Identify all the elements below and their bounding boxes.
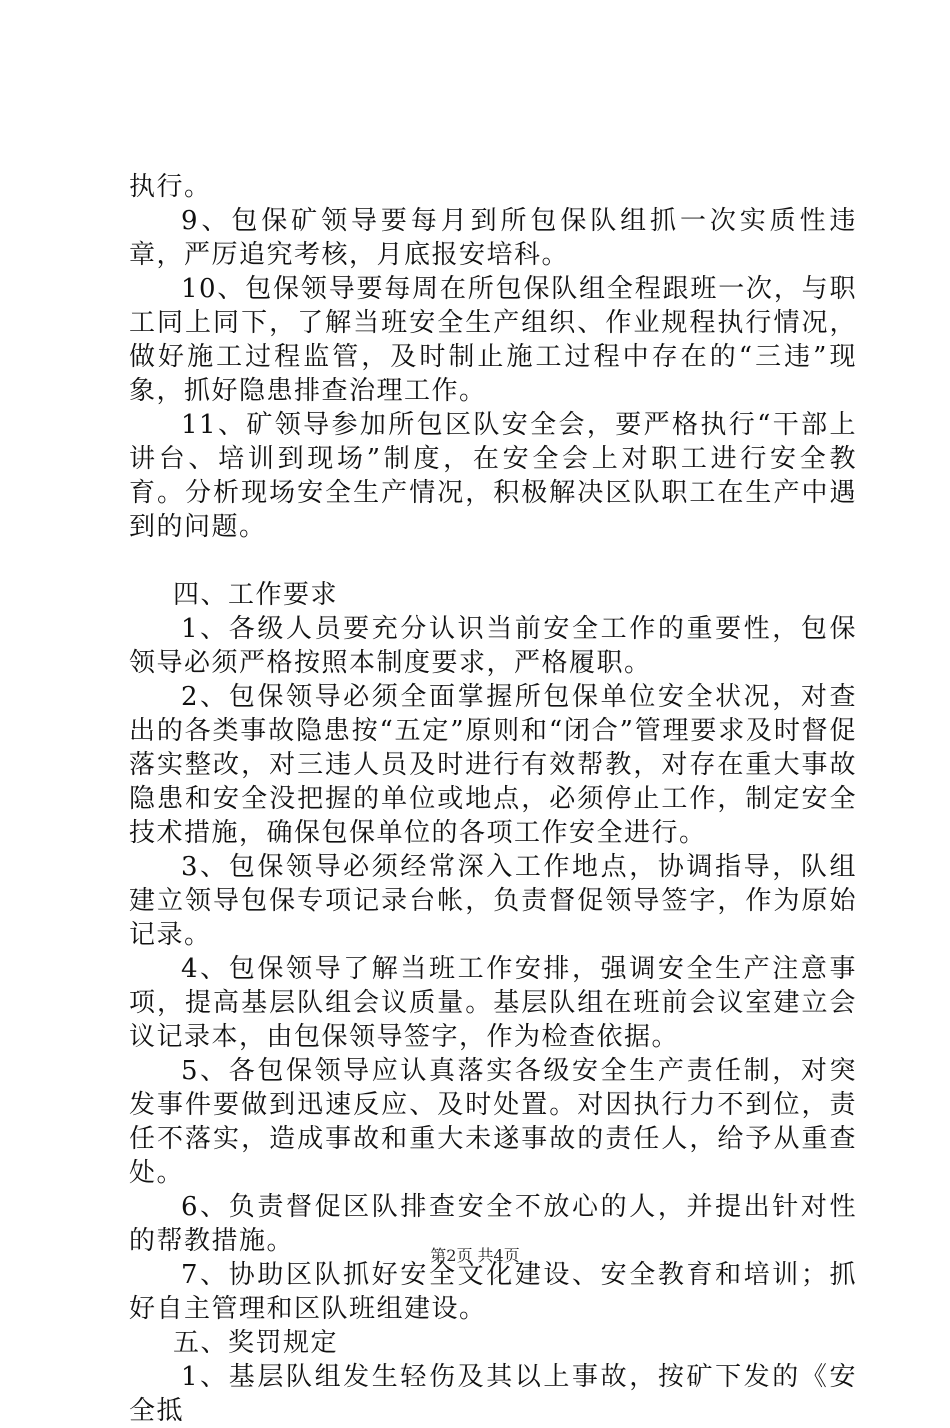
requirement-item-6: 6、负责督促区队排查安全不放心的人，并提出针对性的帮教措施。: [129, 1192, 857, 1256]
requirement-item-5: 5、各包保领导应认真落实各级安全生产责任制，对突发事件要做到迅速反应、及时处置。对因执行力不到位，责任不落实，造成事故和重大未遂事故的责任人，给予从重查处。: [129, 1056, 857, 1188]
paragraph-item-9: 9、包保矿领导要每月到所包保队组抓一次实质性违章，严厉追究考核，月底报安培科。: [129, 206, 857, 270]
requirement-item-2: 2、包保领导必须全面掌握所包保单位安全状况，对查出的各类事故隐患按“五定”原则和“闭合”管理要求及时督促落实整改，对三违人员及时进行有效帮教，对存在重大事故隐患和安全没把握的单位或地点，必须停止工作，制定安全技术措施，确保包保单位的各项工作安全进行。: [129, 682, 857, 848]
rewards-item-1: 1、基层队组发生轻伤及其以上事故，按矿下发的《安全抵: [129, 1362, 857, 1426]
section-heading-work-requirements: 四、工作要求: [173, 580, 339, 610]
requirement-item-3: 3、包保领导必须经常深入工作地点，协调指导，队组建立领导包保专项记录台帐，负责督促领导签字，作为原始记录。: [129, 852, 857, 950]
section-heading-rewards-penalties: 五、奖罚规定: [173, 1328, 339, 1358]
paragraph-continuation: 执行。: [129, 172, 212, 202]
requirement-item-1: 1、各级人员要充分认识当前安全工作的重要性，包保领导必须严格按照本制度要求，严格履职。: [129, 614, 857, 678]
requirement-item-7: 7、协助区队抓好安全文化建设、安全教育和培训；抓好自主管理和区队班组建设。: [129, 1260, 857, 1324]
page-number-footer: 第2页 共4页: [430, 1246, 520, 1265]
document-body: [129, 170, 857, 1428]
paragraph-item-10: 10、包保领导要每周在所包保队组全程跟班一次，与职工同上同下，了解当班安全生产组织、作业规程执行情况，做好施工过程监管，及时制止施工过程中存在的“三违”现象，抓好隐患排查治理工作。: [129, 274, 857, 406]
requirement-item-4: 4、包保领导了解当班工作安排，强调安全生产注意事项，提高基层队组会议质量。基层队组在班前会议室建立会议记录本，由包保领导签字，作为检查依据。: [129, 954, 857, 1052]
paragraph-item-11: 11、矿领导参加所包区队安全会，要严格执行“干部上讲台、培训到现场”制度，在安全会上对职工进行安全教育。分析现场安全生产情况，积极解决区队职工在生产中遇到的问题。: [129, 410, 857, 542]
